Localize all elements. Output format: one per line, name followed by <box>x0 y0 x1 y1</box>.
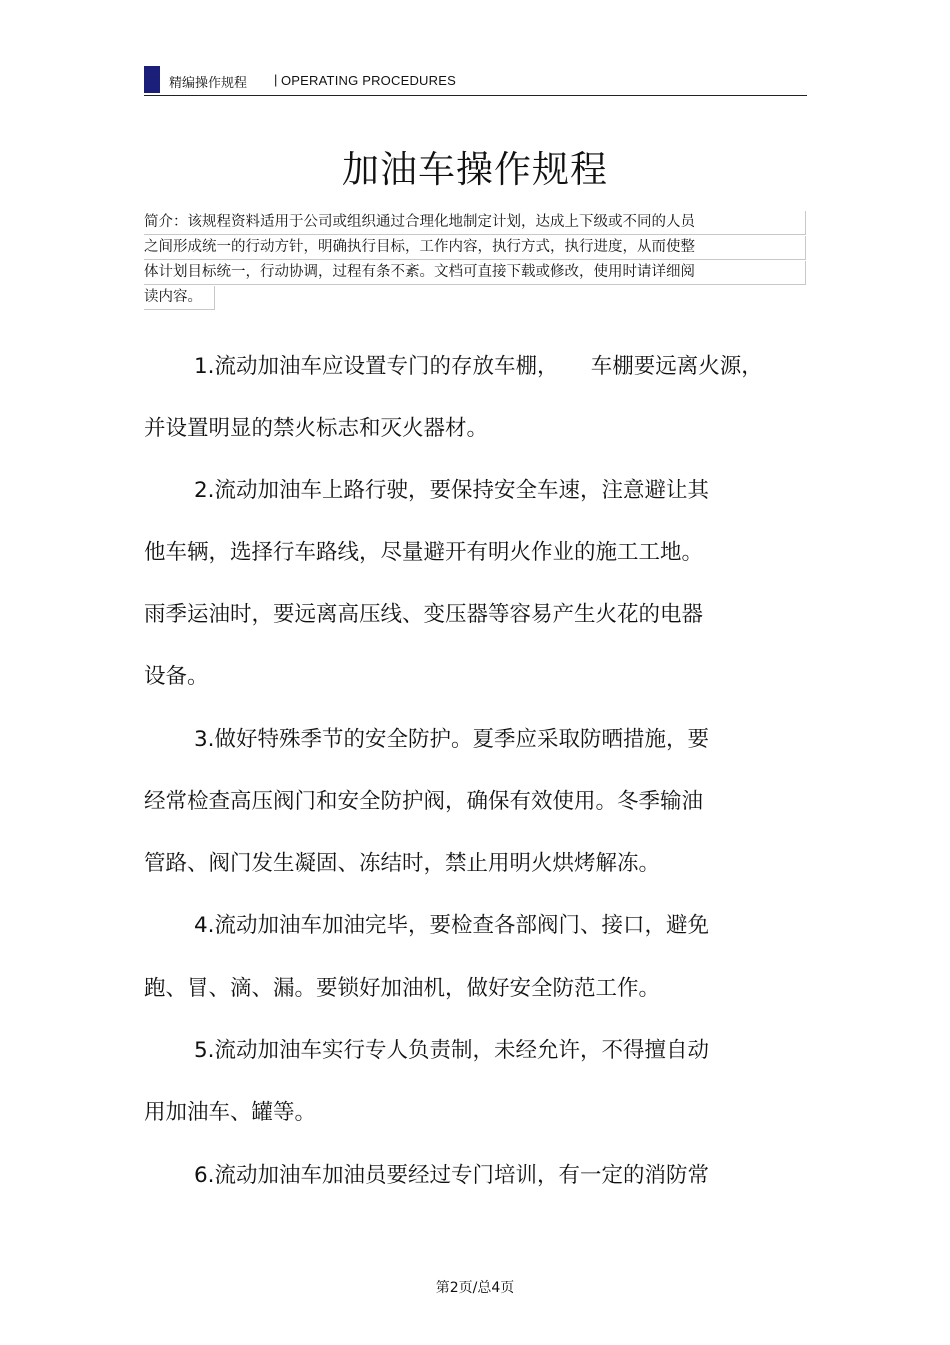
logo-icon <box>144 66 160 93</box>
header-title-cn: 精编操作规程 <box>169 76 248 91</box>
header-separator: | <box>274 72 278 87</box>
summary-line: 读内容。 <box>144 289 202 305</box>
body-line: 设备。 <box>144 664 209 689</box>
body-line: 5.流动加油车实行专人负责制，未经允许，不得擅自动 <box>194 1038 710 1063</box>
document-title: 加油车操作规程 <box>342 148 608 191</box>
body-line: 6.流动加油车加油员要经过专门培训，有一定的消防常 <box>194 1163 710 1188</box>
body-line: 用加油车、罐等。 <box>144 1100 317 1125</box>
body-line: 雨季运油时，要远离高压线、变压器等容易产生火花的电器 <box>144 602 704 627</box>
body-line: 并设置明显的禁火标志和灭火器材。 <box>144 416 489 441</box>
page-number: 第2页/总4页 <box>435 1280 515 1296</box>
page-header <box>144 66 807 96</box>
body-line: 管路、阀门发生凝固、冻结时，禁止用明火烘烤解冻。 <box>144 851 661 876</box>
body-line: 他车辆，选择行车路线，尽量避开有明火作业的施工工地。 <box>144 540 704 565</box>
body-line: 4.流动加油车加油完毕，要检查各部阀门、接口，避免 <box>194 913 710 938</box>
header-title-en: OPERATING PROCEDURES <box>281 73 456 88</box>
body-line: 1.流动加油车应设置专门的存放车棚， 车棚要远离火源， <box>194 354 763 379</box>
summary-line: 体计划目标统一，行动协调，过程有条不紊。文档可直接下载或修改，使用时请详细阅 <box>144 264 695 280</box>
body-line: 3.做好特殊季节的安全防护。夏季应采取防晒措施，要 <box>194 727 710 752</box>
body-line: 跑、冒、滴、漏。要锁好加油机，做好安全防范工作。 <box>144 976 661 1001</box>
summary-line: 之间形成统一的行动方针，明确执行目标，工作内容，执行方式，执行进度，从而使整 <box>144 239 695 255</box>
body-line: 2.流动加油车上路行驶，要保持安全车速，注意避让其 <box>194 478 710 503</box>
summary-line: 简介：该规程资料适用于公司或组织通过合理化地制定计划，达成上下级或不同的人员 <box>144 214 695 230</box>
body-line: 经常检查高压阀门和安全防护阀，确保有效使用。冬季输油 <box>144 789 704 814</box>
